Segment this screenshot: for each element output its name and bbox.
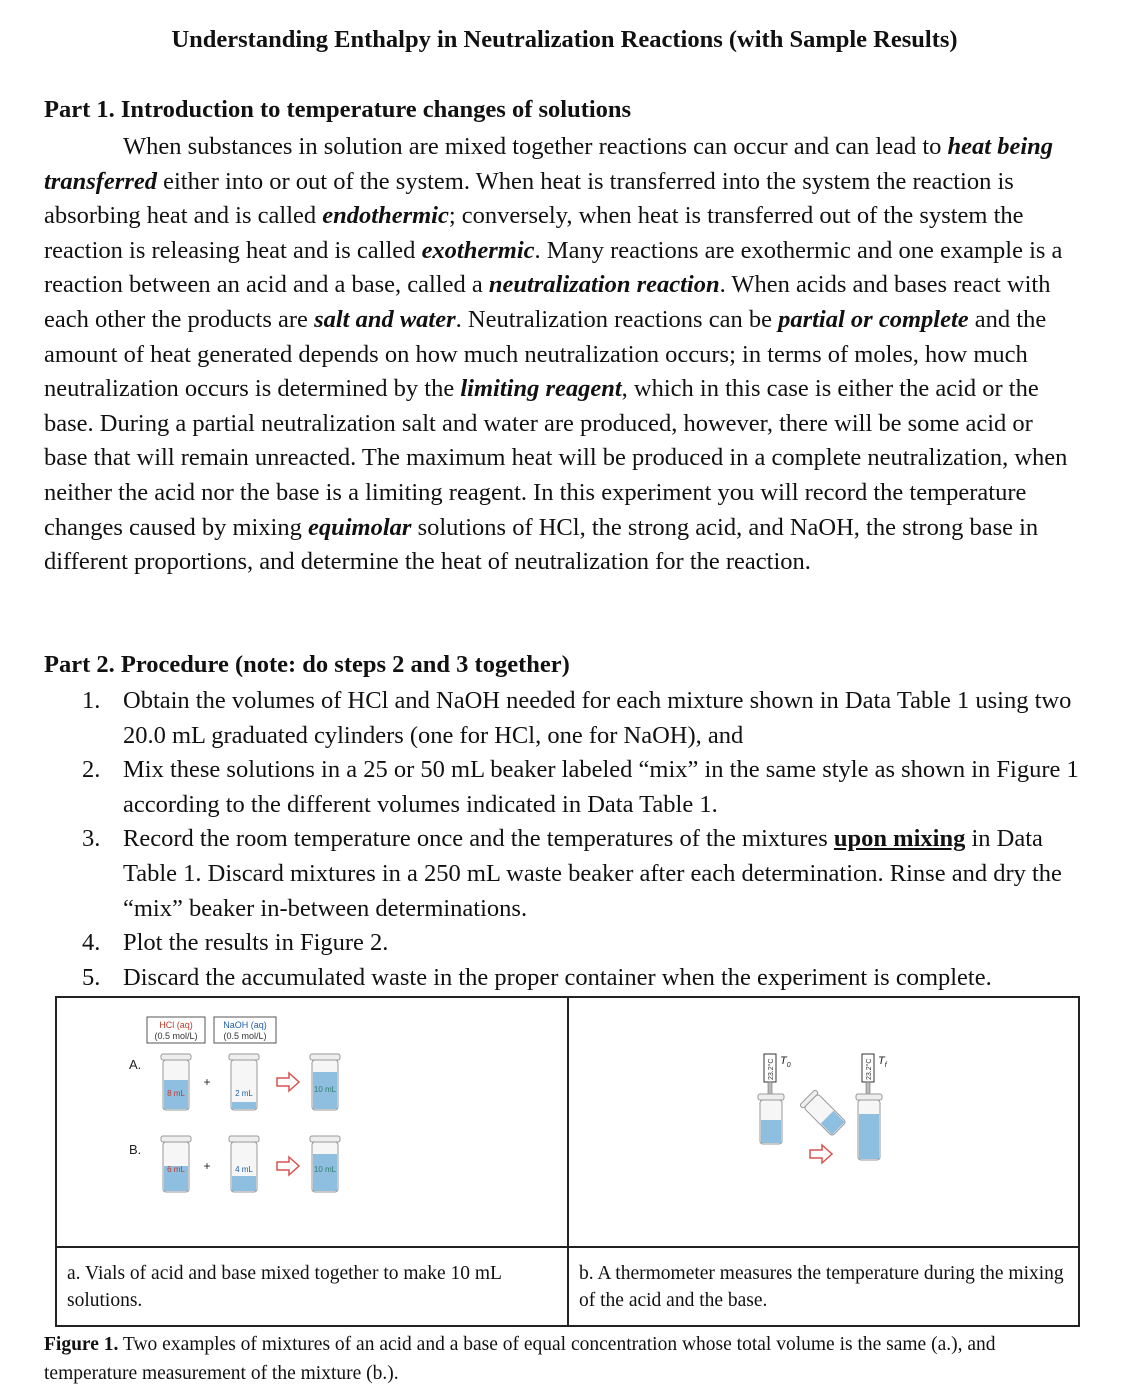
emphasis-term: neutralization reaction	[488, 271, 720, 299]
procedure-step	[44, 684, 1084, 753]
arrow-icon	[277, 1073, 299, 1091]
step-text-continued: in Data Table 1. Discard mixtures in a 250 mL waste beaker after each determination. Rinse and dry the “mix” beaker in-between determinations.	[123, 825, 1062, 922]
vial-a-naoh	[229, 1054, 259, 1110]
arrow-icon	[277, 1157, 299, 1175]
part2-heading: Part 2. Procedure (note: do steps 2 and 3 together)	[44, 651, 570, 678]
step-number: 1.	[82, 687, 101, 714]
procedure-step	[44, 822, 1084, 926]
part1-paragraph	[44, 130, 1074, 580]
vial-b-hcl	[161, 1136, 191, 1192]
hcl-label: HCl (aq)	[159, 1020, 193, 1030]
t0-label: $T_0$	[780, 1055, 791, 1069]
plus-sign-a: +	[203, 1075, 211, 1089]
beaker-final	[856, 1094, 882, 1160]
step-text: Mix these solutions in a 25 or 50 mL beaker labeled “mix” in the same style as shown in Figure 1 according to the different volumes indicated in Data Table 1.	[123, 756, 1079, 818]
emphasis-term: partial or complete	[778, 305, 969, 333]
figure-panel-a	[117, 1014, 417, 1214]
procedure-step	[44, 753, 1084, 822]
paragraph-text: either into or out of the system. When heat is transferred into the system the reaction is absorbing heat and is called	[44, 167, 1014, 230]
emphasis-term: salt and water	[314, 305, 456, 333]
part1-heading: Part 1. Introduction to temperature changes of solutions	[44, 96, 632, 123]
hcl-concentration: (0.5 mol/L)	[154, 1031, 198, 1041]
step-text: Obtain the volumes of HCl and NaOH needed for each mixture shown in Data Table 1 using two 20.0 mL graduated cylinders (one for HCl, one for NaOH), and	[123, 687, 1072, 749]
procedure-step	[44, 961, 1084, 996]
vial-a-hcl	[161, 1054, 191, 1110]
row-a-label: A.	[129, 1057, 142, 1072]
figure-caption-text: Two examples of mixtures of an acid and a base of equal concentration whose total volume is the same (a.), and temperature measurement of the mixture (b.).	[44, 1334, 996, 1384]
figure-label: Figure 1.	[44, 1334, 119, 1355]
paragraph-text: . Many reactions are exothermic and one example is a reaction between an acid and a base, called a	[44, 236, 1063, 299]
caption-panel-b: b. A thermometer measures the temperature during the mixing of the acid and the base.	[579, 1263, 1064, 1311]
naoh-concentration: (0.5 mol/L)	[223, 1031, 267, 1041]
step-number: 5.	[82, 963, 101, 991]
thermometer-readout-initial: 23.2°C	[768, 1058, 775, 1080]
step-text: Plot the results in Figure 2.	[123, 929, 389, 957]
figure-1-table	[55, 996, 1080, 1327]
emphasis-term: endothermic	[322, 202, 449, 230]
a-naoh-volume: 2 mL	[235, 1089, 253, 1098]
paragraph-text: solutions of HCl, the strong acid, and NaOH, the strong base in different proportions, and determine the heat of neutralization for the reaction.	[44, 513, 1039, 576]
beaker-initial	[758, 1094, 784, 1144]
b-hcl-volume: 6 mL	[167, 1165, 185, 1174]
step-text: Discard the accumulated waste in the proper container when the experiment is complete.	[123, 963, 992, 991]
paragraph-text: and the amount of heat generated depends on how much neutralization occurs; in terms of moles, how much neutralization occurs is determined by the	[44, 305, 1047, 403]
naoh-label: NaOH (aq)	[223, 1020, 267, 1030]
figure-1-caption	[44, 1330, 1084, 1388]
emphasis-term: heat being transferred	[44, 133, 1054, 195]
arrow-icon	[810, 1145, 832, 1163]
step-text: Record the room temperature once and the temperatures of the mixtures	[123, 825, 834, 853]
step-number: 3.	[82, 825, 101, 853]
paragraph-text: . Neutralization reactions can be	[455, 305, 779, 333]
row-b-label: B.	[129, 1142, 142, 1157]
step-number: 2.	[82, 756, 101, 784]
a-total-volume: 10 mL	[313, 1085, 337, 1094]
page-title: Understanding Enthalpy in Neutralization Reactions (with Sample Results)	[171, 26, 958, 53]
thermometer-readout-final: 23.2°C	[866, 1058, 873, 1080]
tf-label: $T_f$	[878, 1055, 887, 1069]
caption-panel-a: a. Vials of acid and base mixed together to make 10 mL solutions.	[67, 1263, 502, 1311]
step-emphasis: upon mixing	[833, 825, 966, 853]
emphasis-term: exothermic	[421, 236, 535, 264]
paragraph-text: ; conversely, when heat is transferred out of the system the reaction is releasing heat and is called	[44, 202, 1024, 264]
pouring-vial	[800, 1090, 847, 1137]
vial-b-naoh	[229, 1136, 259, 1192]
emphasis-term: equimolar	[308, 513, 412, 541]
b-total-volume: 10 mL	[313, 1165, 337, 1174]
paragraph-text: , which in this case is either the acid or the base. During a partial neutralization salt and water are produced, however, there will be some acid or base that will remain unreacted. The maximum heat will be produced in a complete neutralization, when neither the acid nor the base is a limiting reagent. In this experiment you will record the temperature changes caused by mixing	[44, 375, 1068, 541]
procedure-step	[44, 926, 1084, 961]
figure-panel-b	[752, 1050, 912, 1170]
plus-sign-b: +	[203, 1159, 211, 1173]
procedure-steps	[44, 684, 1084, 995]
emphasis-term: limiting reagent	[460, 375, 622, 403]
paragraph-text: When substances in solution are mixed together reactions can occur and can lead to	[123, 133, 948, 160]
a-hcl-volume: 8 mL	[167, 1089, 185, 1098]
paragraph-text: . When acids and bases react with each other the products are	[44, 271, 1051, 333]
vial-b-mix	[310, 1136, 340, 1192]
vial-a-mix	[310, 1054, 340, 1110]
b-naoh-volume: 4 mL	[235, 1165, 253, 1174]
step-number: 4.	[82, 929, 101, 957]
